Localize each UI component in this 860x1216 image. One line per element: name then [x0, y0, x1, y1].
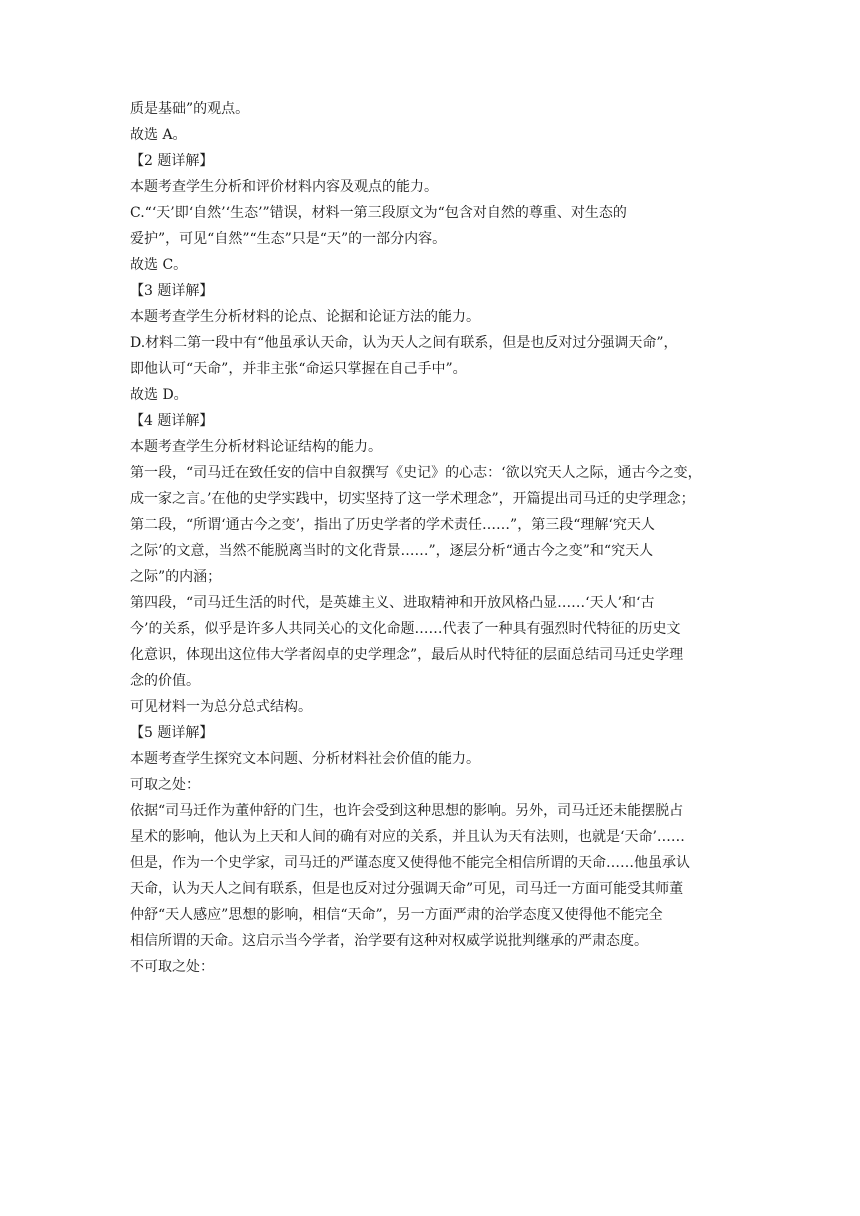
- text-line: 成一家之言。’在他的史学实践中，切实坚持了这一学术理念”，开篇提出司马迁的史学理念；: [130, 491, 695, 507]
- text-line: D.材料二第一段中有“他虽承认天命，认为天人之间有联系，但是也反对过分强调天命”，: [130, 335, 678, 351]
- section-heading: 【3 题详解】: [130, 283, 214, 299]
- text-line: 仲舒“天人感应”思想的影响，相信“天命”，另一方面严肃的治学态度又使得他不能完全: [130, 907, 663, 923]
- section-heading: 【2 题详解】: [130, 153, 214, 169]
- text-line: 故选 D。: [130, 387, 188, 403]
- text-line: 星术的影响，他认为上天和人间的确有对应的关系，并且认为天有法则，也就是‘天命’……: [130, 829, 685, 845]
- document-page: [130, 96, 736, 980]
- text-line: 质是基础”的观点。: [130, 101, 250, 117]
- text-line: 本题考查学生分析材料的论点、论据和论证方法的能力。: [130, 309, 480, 325]
- text-line: C.“‘天’即‘自然’‘生态’”错误，材料一第三段原文为“包含对自然的尊重、对生态的: [130, 205, 627, 221]
- text-line: 第一段，“司马迁在致任安的信中自叙撰写《史记》的心志：‘欲以究天人之际，通古今之变，: [130, 465, 702, 481]
- text-line: 即他认可“天命”，并非主张“命运只掌握在自己手中”。: [130, 361, 467, 377]
- text-line: 之际”的内涵；: [130, 569, 222, 585]
- text-line: 不可取之处：: [130, 959, 214, 975]
- text-line: 可取之处：: [130, 777, 200, 793]
- text-line: 本题考查学生分析材料论证结构的能力。: [130, 439, 382, 455]
- text-line: 第四段，“司马迁生活的时代，是英雄主义、进取精神和开放风格凸显……‘天人’和‘古: [130, 595, 655, 611]
- text-line: 故选 C。: [130, 257, 188, 273]
- text-line: 依据“司马迁作为董仲舒的门生，也许会受到这种思想的影响。另外，司马迁还未能摆脱占: [130, 803, 684, 819]
- section-heading: 【4 题详解】: [130, 413, 214, 429]
- text-line: 本题考查学生分析和评价材料内容及观点的能力。: [130, 179, 438, 195]
- text-line: 今’的关系，似乎是许多人共同关心的文化命题……代表了一种具有强烈时代特征的历史文: [130, 621, 681, 637]
- text-line: 可见材料一为总分总式结构。: [130, 699, 312, 715]
- section-heading: 【5 题详解】: [130, 725, 214, 741]
- text-line: 天命，认为天人之间有联系，但是也反对过分强调天命”可见，司马迁一方面可能受其师董: [130, 881, 684, 897]
- text-line: 故选 A。: [130, 127, 187, 143]
- text-line: 念的价值。: [130, 673, 200, 689]
- text-line: 本题考查学生探究文本问题、分析材料社会价值的能力。: [130, 751, 480, 767]
- text-line: 相信所谓的天命。这启示当今学者，治学要有这种对权威学说批判继承的严肃态度。: [130, 933, 648, 949]
- text-line: 之际’的文意，当然不能脱离当时的文化背景……”，逐层分析“通古今之变”和“究天人: [130, 543, 654, 559]
- text-line: 第二段，“所谓‘通古今之变’，指出了历史学者的学术责任……”，第三段“理解‘究天人: [130, 517, 655, 533]
- text-line: 爱护”，可见“自然”“生态”只是“天”的一部分内容。: [130, 231, 447, 247]
- text-line: 但是，作为一个史学家，司马迁的严谨态度又使得他不能完全相信所谓的天命……他虽承认: [130, 855, 690, 871]
- text-line: 化意识，体现出这位伟大学者闳卓的史学理念”，最后从时代特征的层面总结司马迁史学理: [130, 647, 684, 663]
